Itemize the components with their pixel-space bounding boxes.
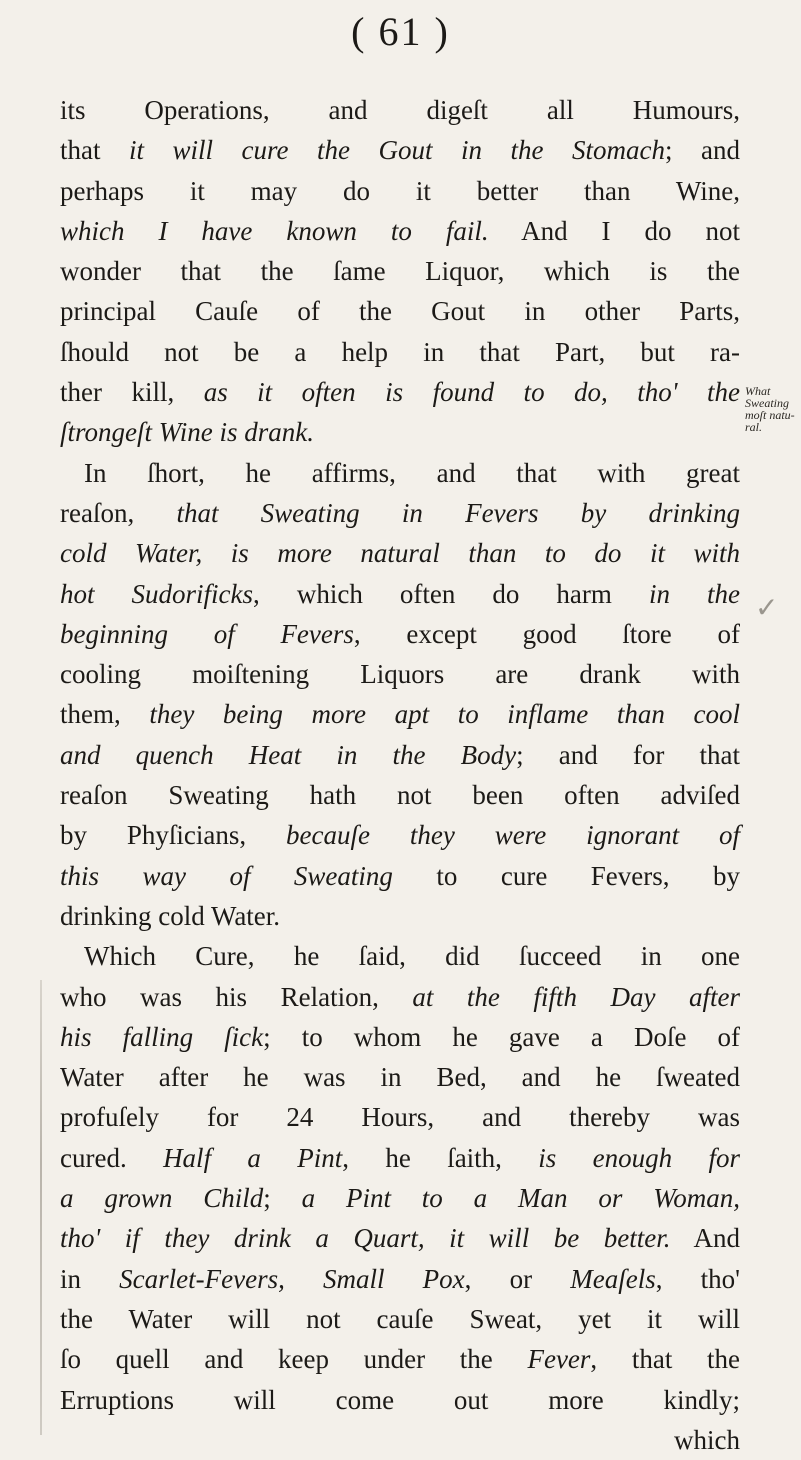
- italic-segment: that Sweating in Fevers by drinking: [176, 497, 740, 528]
- text-segment: And: [670, 1223, 741, 1254]
- text-segment: ;: [263, 1183, 302, 1214]
- text-line: [60, 332, 740, 372]
- italic-segment: becauſe they were ignorant of: [286, 820, 740, 851]
- text-line: [60, 1299, 740, 1339]
- text-line: [60, 1057, 740, 1097]
- text-segment: its Operations, and digeſt all Humours,: [60, 95, 740, 125]
- text-segment: in: [60, 1263, 120, 1294]
- text-line: [60, 936, 740, 976]
- italic-segment: is enough for: [538, 1142, 740, 1173]
- text-line: [60, 1420, 740, 1460]
- text-line: [60, 291, 740, 331]
- text-segment: , or: [464, 1263, 571, 1294]
- italic-segment: Half a Pint: [163, 1142, 343, 1173]
- text-line: [60, 453, 740, 493]
- text-segment: Water after he was in Bed, and he ſweated: [60, 1062, 740, 1093]
- text-line: [60, 130, 740, 170]
- text-segment: profuſely for 24 Hours, and thereby was: [60, 1102, 740, 1133]
- text-segment: , which often do harm: [253, 578, 649, 609]
- text-segment: cooling moiſtening Liquors are drank with: [60, 659, 740, 690]
- text-segment: In ſhort, he affirms, and that with great: [84, 457, 740, 488]
- italic-segment: Scarlet-Fevers, Small Pox: [119, 1263, 465, 1294]
- text-segment: ; and for that: [516, 739, 740, 770]
- italic-segment: they being more apt to inflame than cool: [149, 699, 740, 730]
- text-line: [60, 654, 740, 694]
- text-segment: , tho': [655, 1263, 740, 1294]
- italic-segment: in the: [648, 578, 741, 609]
- margin-note-line: Sweating: [745, 396, 789, 410]
- italic-segment: beginning of Fevers: [60, 618, 354, 649]
- text-segment: wonder that the ſame Liquor, which is the: [60, 256, 740, 287]
- italic-segment: this way of Sweating: [60, 860, 393, 891]
- italic-segment: hot Sudorificks: [60, 578, 254, 609]
- text-segment: , he ſaith,: [342, 1142, 539, 1173]
- text-line: [60, 533, 740, 573]
- text-segment: the Water will not cauſe Sweat, yet it will: [60, 1303, 740, 1334]
- text-line: [60, 815, 740, 855]
- text-segment: who was his Relation,: [60, 981, 413, 1012]
- italic-segment: it will cure the Gout in the Stomach: [129, 135, 665, 166]
- text-line: [60, 251, 740, 291]
- italic-segment: Meaſels: [570, 1263, 656, 1294]
- text-segment: , except good ſtore of: [353, 618, 740, 649]
- italic-segment: a grown Child: [60, 1183, 264, 1214]
- margin-note-line: What: [745, 384, 771, 398]
- text-line: [60, 1380, 740, 1420]
- text-line: [60, 977, 740, 1017]
- text-line: [60, 694, 740, 734]
- text-line: [60, 211, 740, 251]
- text-line: [60, 171, 740, 211]
- body-text: [60, 90, 740, 1460]
- italic-segment: his falling ſick: [60, 1021, 264, 1052]
- text-line: [60, 493, 740, 533]
- text-segment: principal Cauſe of the Gout in other Parts,: [60, 296, 740, 327]
- italic-segment: cold Water, is more natural than to do it with: [60, 538, 740, 569]
- text-segment: ſo quell and keep under the: [60, 1344, 528, 1375]
- text-line: [60, 90, 740, 130]
- text-line: [60, 412, 740, 452]
- text-segment: ther kill,: [60, 377, 204, 408]
- text-line: [60, 1138, 740, 1178]
- text-segment: cured.: [60, 1142, 164, 1173]
- italic-segment: which I have known to fail.: [60, 215, 489, 246]
- text-segment: And I do not: [488, 215, 740, 246]
- text-segment: that: [60, 135, 129, 166]
- margin-note: [745, 384, 801, 624]
- margin-note-line: moſt natu-: [745, 408, 795, 422]
- text-segment: ſhould not be a help in that Part, but ra-: [60, 336, 740, 367]
- text-segment: them,: [60, 699, 150, 730]
- italic-segment: at the fifth Day after: [412, 981, 740, 1012]
- page-number: ( 61 ): [351, 9, 450, 54]
- margin-note-line: ral.: [745, 420, 763, 434]
- text-line: [60, 1339, 740, 1379]
- text-segment: drinking cold Water.: [60, 900, 281, 931]
- text-line: [60, 1017, 740, 1057]
- text-line: [60, 856, 740, 896]
- text-segment: , that the: [590, 1344, 740, 1375]
- text-segment: Erruptions will come out more kindly;: [60, 1384, 740, 1415]
- italic-segment: a Pint to a Man or Woman,: [301, 1183, 740, 1214]
- text-segment: ; to whom he gave a Doſe of: [263, 1021, 740, 1052]
- text-line: [60, 775, 740, 815]
- italic-segment: and quench Heat in the Body: [60, 739, 517, 770]
- text-line: [60, 735, 740, 775]
- italic-segment: tho' if they drink a Quart, it will be better.: [60, 1223, 671, 1254]
- text-line: [60, 1259, 740, 1299]
- text-segment: by Phyſicians,: [60, 820, 287, 851]
- italic-segment: ſtrongeſt Wine is drank.: [60, 417, 314, 448]
- text-line: [60, 372, 740, 412]
- text-line: [60, 896, 740, 936]
- check-mark-icon: ✓: [755, 593, 779, 624]
- text-segment: Which Cure, he ſaid, did ſucceed in one: [84, 941, 740, 972]
- text-line: [60, 574, 740, 614]
- text-segment: which: [674, 1424, 740, 1455]
- text-line: [60, 1218, 740, 1258]
- text-segment: ; and: [664, 135, 740, 166]
- italic-segment: Fever: [527, 1344, 591, 1375]
- text-line: [60, 1097, 740, 1137]
- text-segment: to cure Fevers, by: [392, 860, 740, 891]
- text-segment: reaſon,: [60, 497, 177, 528]
- italic-segment: as it often is found to do, tho' the: [203, 377, 740, 408]
- text-segment: perhaps it may do it better than Wine,: [60, 175, 740, 206]
- binding-shadow: [40, 980, 42, 1435]
- text-line: [60, 614, 740, 654]
- text-line: [60, 1178, 740, 1218]
- text-segment: reaſon Sweating hath not been often adviſed: [60, 780, 740, 811]
